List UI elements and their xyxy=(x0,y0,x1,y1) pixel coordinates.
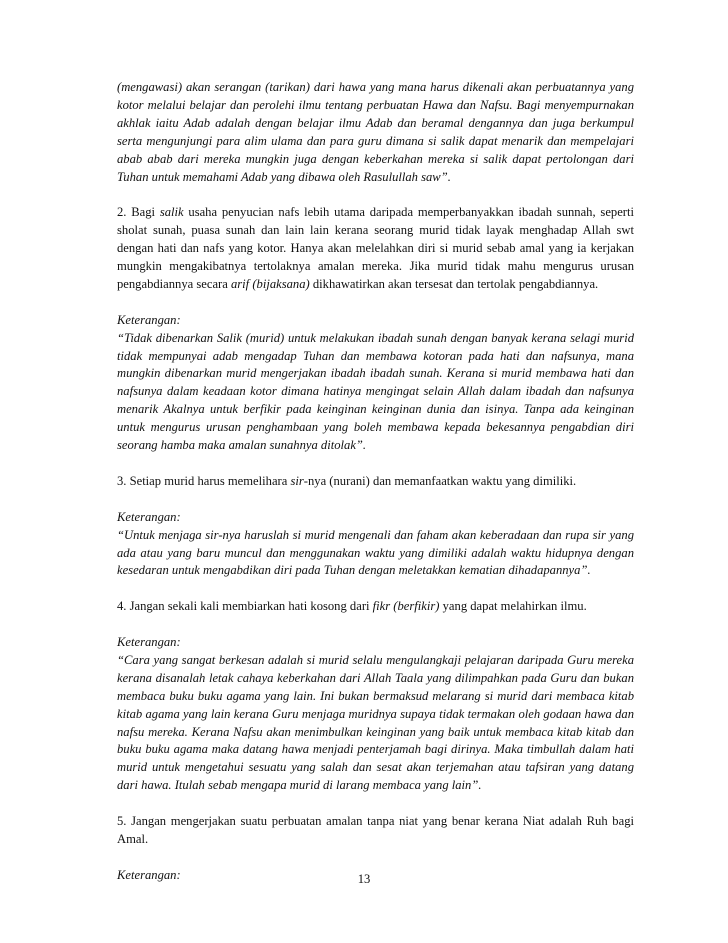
text-run: -nya (nurani) dan memanfaatkan waktu yang dimiliki. xyxy=(303,473,577,488)
point-5-paragraph: 5. Jangan mengerjakan suatu perbuatan amalan tanpa niat yang benar kerana Niat adalah Ruh bagi Amal. xyxy=(117,814,634,846)
quote-paragraph: “Cara yang sangat berkesan adalah si murid selalu mengulangkaji pelajaran daripada Guru mereka kerana disanalah letak cahaya keberkahan dari Allah Taala yang dilimpahkan pada Guru dan bukan membaca buku buku agama yang lain. Ini bukan bermaksud melarang si murid dari membaca kitab kitab agama yang lain kerana Guru menjaga muridnya supaya tidak termakan oleh godaan hawa dan nafsu mereka. Kerana Nafsu akan menimbulkan keinginan yang baik untuk membaca kitab kitab dan buku buku agama maka datang hawa menjadi penterjamah bagi dirinya. Maka timbullah dalam hati murid untuk mengetahui sesuatu yang salah dan sesat akan terjemahan atau tafsiran yang datang dari hawa. Itulah sebab mengapa murid di larang membaca yang lain”. xyxy=(117,652,634,793)
point-3-paragraph xyxy=(117,473,634,491)
keterangan-label: Keterangan: xyxy=(117,635,181,649)
page-body xyxy=(117,79,634,885)
text-run: dikhawatirkan akan tersesat dan tertolak pengabdiannya. xyxy=(309,276,599,291)
quote-paragraph: “Untuk menjaga sir-nya haruslah si murid mengenali dan faham akan keberadaan dan rupa sir yang ada atau yang baru muncul dan menggunakan waktu yang dimiliki adalah waktu hidupnya dengan kesedaran untuk mengabdikan diri pada Tuhan dengan meletakkan kematian dihadapannya”. xyxy=(117,527,634,578)
italic-term: fikr (berfikir) xyxy=(372,599,440,614)
italic-term: sir xyxy=(290,473,304,488)
quote-paragraph: “Tidak dibenarkan Salik (murid) untuk melakukan ibadah sunah dengan banyak kerana selagi murid tidak mempunyai adab mengadap Tuhan dan membawa kotoran pada hati dan nafsunya, mana mungkin dibenarkan murid mengerjakan ibadah ibadah sunah. Kerana si murid membawa hati dan nafsunya dalam keadaan kotor dimana hatinya mengingat selain Allah dalam ibadah dan nafsunya menarik Akalnya untuk berfikir pada keinginan keinginan dunia dan isinya. Tanpa ada keinginan untuk mengurus urusan penghambaan yang boleh membawa kepada bekesannya pengabdian diri seorang hamba maka amalan sunahnya ditolak”. xyxy=(117,330,634,453)
quote-paragraph: (mengawasi) akan serangan (tarikan) dari hawa yang mana harus dikenali akan perbuatannya yang kotor melalui belajar dan perolehi ilmu tentang perbuatan Hawa dan Nafsu. Bagi menyempurnakan akhlak iaitu Adab adalah dengan belajar ilmu Adab dan beramal dengannya dan juga berkumpul serta mengunjungi para alim ulama dan para guru dimana si salik dapat menarik dan mempelajari abab abab dari mereka mungkin juga dengan keberkahan mereka si salik dapat pertolongan dari Tuhan untuk memahami Adab yang dibawa oleh Rasulullah saw”. xyxy=(117,80,634,184)
keterangan-label: Keterangan: xyxy=(117,312,181,327)
text-run: 3. Setiap murid harus memelihara xyxy=(117,473,291,488)
keterangan-label: Keterangan: xyxy=(117,867,181,882)
text-run: 2. Bagi xyxy=(117,205,160,220)
keterangan-label: Keterangan: xyxy=(117,509,181,524)
point-4-paragraph xyxy=(117,598,634,616)
point-2-paragraph xyxy=(117,204,634,294)
text-run: usaha penyucian nafs lebih utama daripada memperbanyakkan ibadah sunnah, seperti sholat sunah, puasa sunah dan lain lain kerana seorang murid tidak layak menghadap Allah swt dengan hati dan nafs yang kotor. Hanya akan melelahkan diri si murid sebab amal yang ia kerjakan mungkin mengakibatnya tertolaknya amalan mereka. Jika murid tidak mahu mengurus urusan pengabdiannya secara xyxy=(117,205,634,291)
italic-term: arif (bijaksana) xyxy=(230,276,310,291)
text-run: yang dapat melahirkan ilmu. xyxy=(439,599,587,614)
text-run: 4. Jangan sekali kali membiarkan hati kosong dari xyxy=(117,599,373,614)
page-number: 13 xyxy=(357,872,371,886)
italic-term: salik xyxy=(159,205,184,220)
